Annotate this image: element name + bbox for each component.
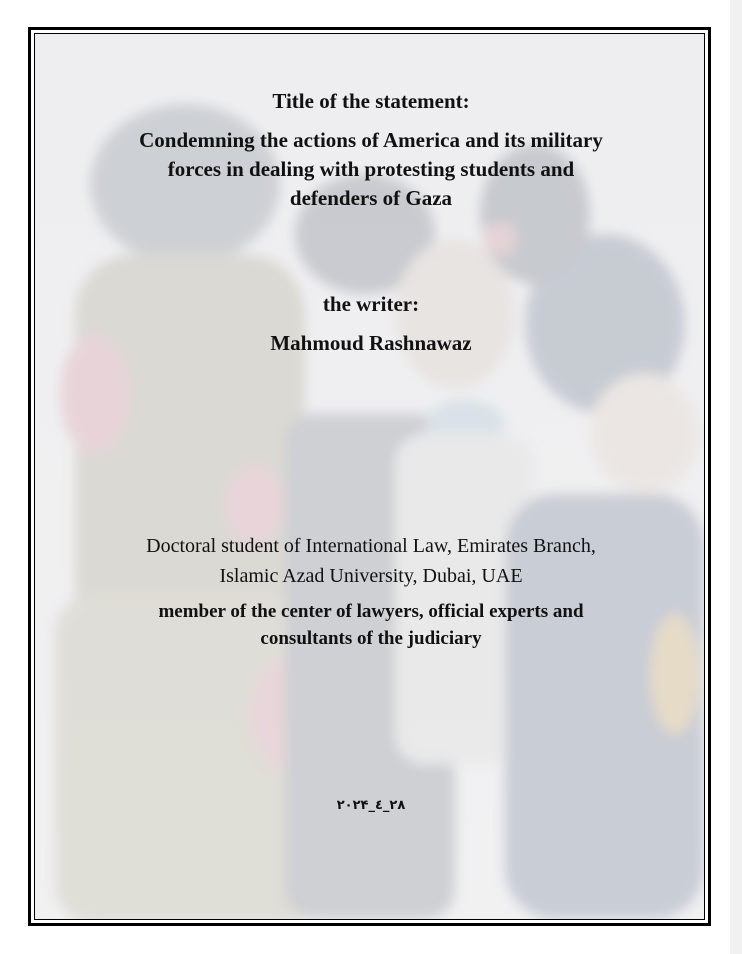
statement-title-line-3: defenders of Gaza	[289, 186, 453, 210]
statement-title	[0, 126, 742, 213]
author-affiliation-line-1: Doctoral student of International Law, Emirates Branch,	[146, 535, 596, 557]
author-membership-line-2: consultants of the judiciary	[260, 628, 482, 649]
writer-label: the writer:	[322, 292, 420, 316]
author-membership	[0, 598, 742, 652]
statement-title-line-1: Condemning the actions of America and its military	[139, 128, 603, 152]
statement-date: ۲۰۲۴_٤_۲۸	[336, 798, 406, 813]
title-label: Title of the statement:	[272, 89, 470, 113]
writer-name: Mahmoud Rashnawaz	[270, 331, 472, 355]
author-membership-line-1: member of the center of lawyers, official experts and	[158, 601, 584, 622]
author-affiliation-line-2: Islamic Azad University, Dubai, UAE	[219, 565, 523, 587]
author-affiliation	[0, 531, 742, 591]
statement-title-line-2: forces in dealing with protesting students and	[167, 157, 575, 181]
